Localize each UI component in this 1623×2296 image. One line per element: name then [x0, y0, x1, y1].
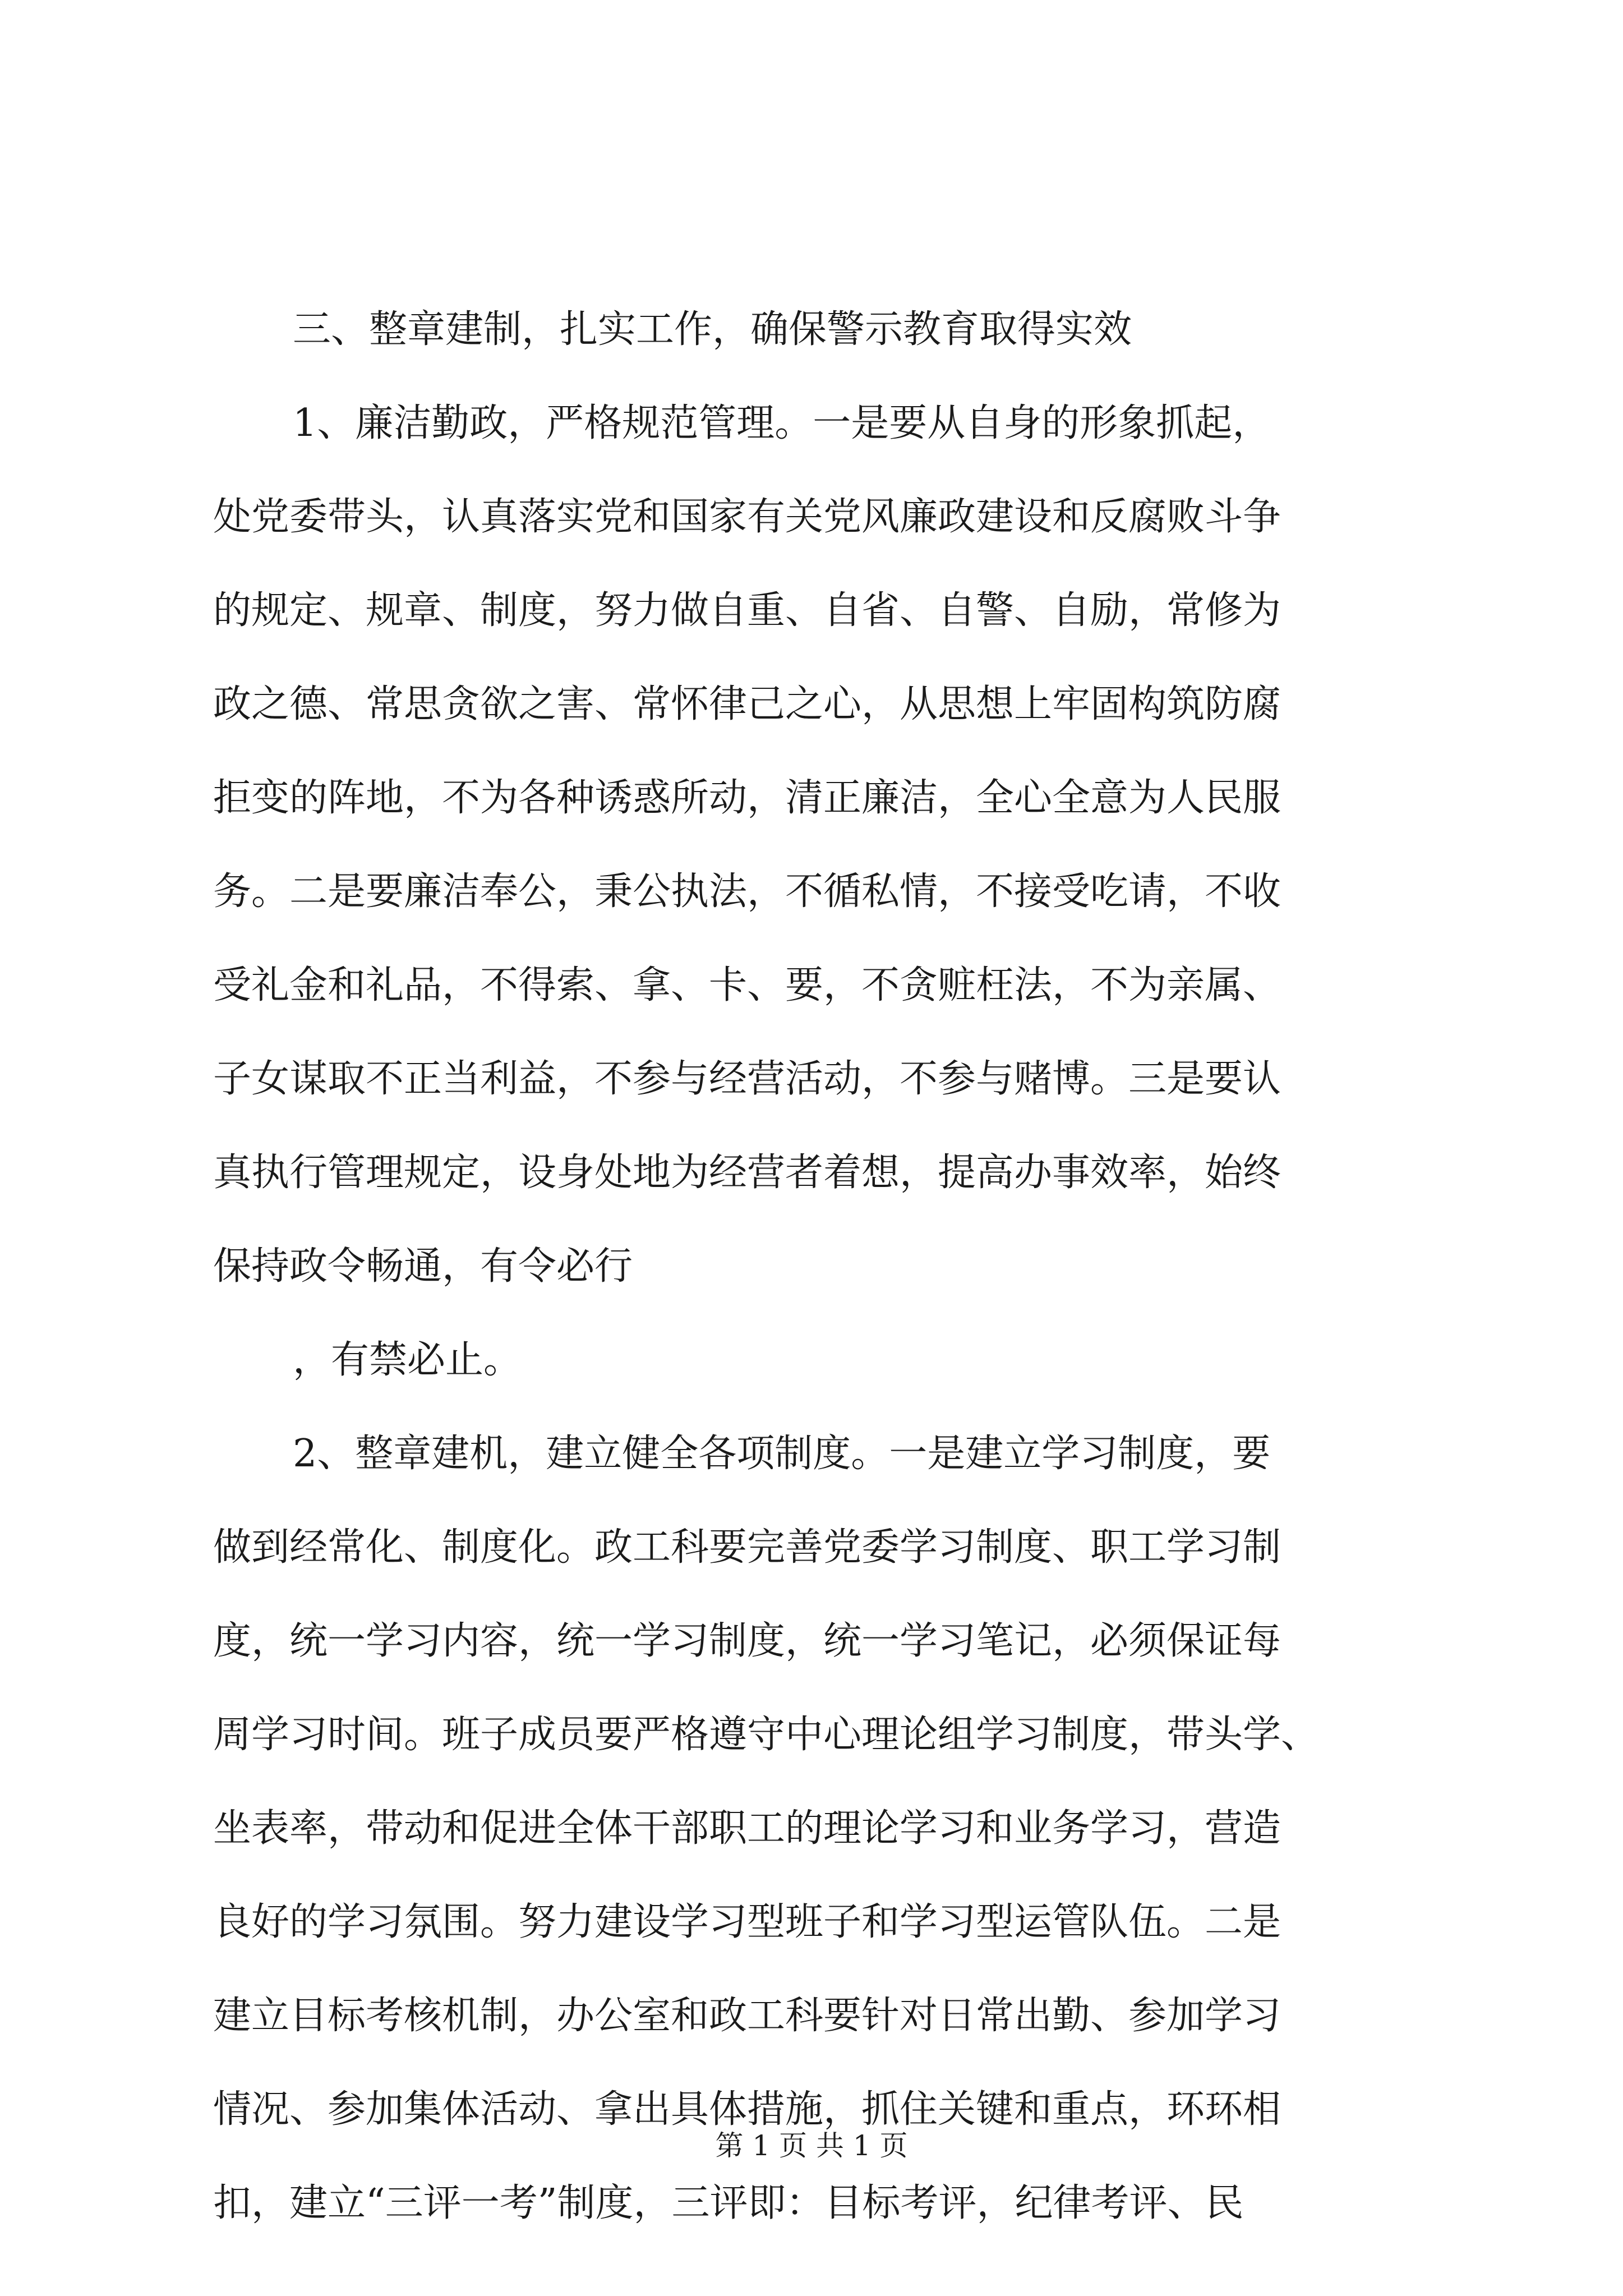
paragraph-line: 子女谋取不正当利益，不参与经营活动，不参与赌博。三是要认	[213, 1057, 1281, 1101]
paragraph-line: 务。二是要廉洁奉公，秉公执法，不循私情，不接受吃请，不收	[213, 869, 1281, 914]
paragraph-line: 良好的学习氛围。努力建设学习型班子和学习型运管队伍。二是	[213, 1900, 1281, 1944]
paragraph-line: 2、整章建机，建立健全各项制度。一是建立学习制度，要	[293, 1432, 1271, 1476]
paragraph-line: 周学习时间。班子成员要严格遵守中心理论组学习制度，带头学、	[213, 1713, 1320, 1757]
paragraph-line: 处党委带头，认真落实党和国家有关党风廉政建设和反腐败斗争	[213, 495, 1281, 539]
paragraph-line: 的规定、规章、制度，努力做自重、自省、自警、自励，常修为	[213, 588, 1281, 633]
paragraph-line: 扣，建立“三评一考”制度，三评即：目标考评，纪律考评、民	[213, 2181, 1244, 2225]
section-heading: 三、整章建制，扎实工作，确保警示教育取得实效	[293, 307, 1132, 352]
paragraph-line: 坐表率，带动和促进全体干部职工的理论学习和业务学习，营造	[213, 1806, 1281, 1851]
paragraph-line: ，有禁必止。	[293, 1338, 522, 1382]
paragraph-line: 做到经常化、制度化。政工科要完善党委学习制度、职工学习制	[213, 1525, 1281, 1570]
paragraph-line: 建立目标考核机制，办公室和政工科要针对日常出勤、参加学习	[213, 1994, 1281, 2038]
paragraph-line: 政之德、常思贪欲之害、常怀律己之心，从思想上牢固构筑防腐	[213, 682, 1281, 726]
paragraph-line: 拒变的阵地，不为各种诱惑所动，清正廉洁，全心全意为人民服	[213, 776, 1281, 820]
document-body	[213, 307, 1413, 2275]
paragraph-line: 情况、参加集体活动、拿出具体措施，抓住关键和重点，环环相	[213, 2087, 1281, 2132]
paragraph-line: 保持政令畅通，有令必行	[213, 1244, 633, 1289]
paragraph-line: 真执行管理规定，设身处地为经营者着想，提高办事效率，始终	[213, 1151, 1281, 1195]
page-footer: 第 1 页 共 1 页	[715, 2129, 908, 2162]
paragraph-line: 度，统一学习内容，统一学习制度，统一学习笔记，必须保证每	[213, 1619, 1281, 1663]
paragraph-line: 1、廉洁勤政，严格规范管理。一是要从自身的形象抓起，	[293, 401, 1271, 445]
paragraph-line: 受礼金和礼品，不得索、拿、卡、要，不贪赃枉法，不为亲属、	[213, 963, 1281, 1007]
